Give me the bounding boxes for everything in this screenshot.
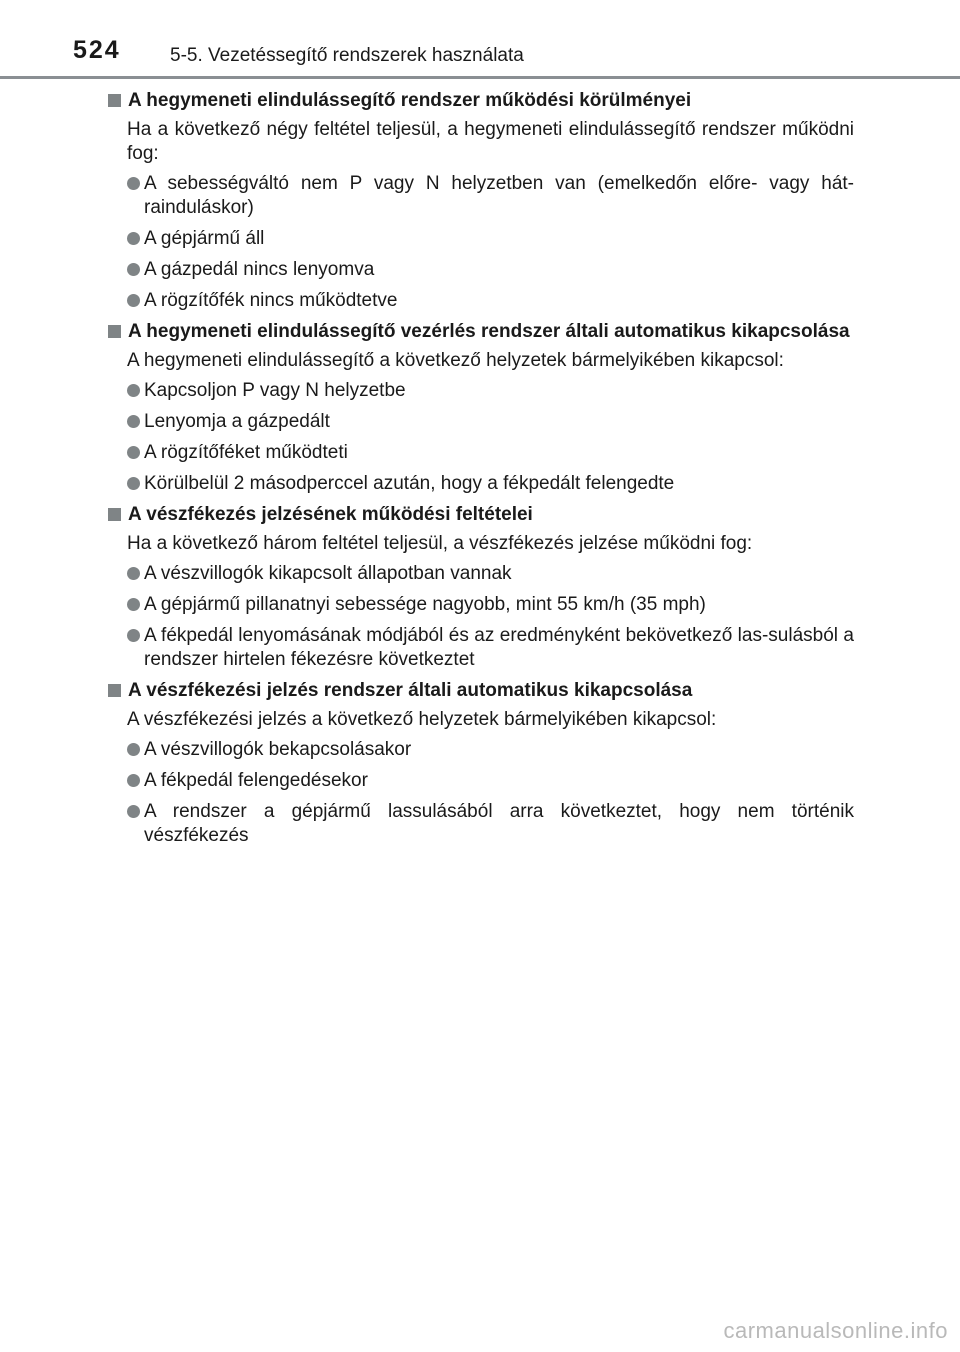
list-item: A fékpedál felengedésekor: [127, 769, 854, 793]
round-bullet-icon: [127, 743, 140, 756]
round-bullet-icon: [127, 774, 140, 787]
watermark: carmanualsonline.info: [723, 1318, 948, 1343]
list-item: A rögzítőféket működteti: [127, 441, 854, 465]
list-item: A sebességváltó nem P vagy N helyzetben van (emelkedőn előre- vagy hát-rainduláskor): [127, 172, 854, 220]
round-bullet-icon: [127, 232, 140, 245]
round-bullet-icon: [127, 177, 140, 190]
round-bullet-icon: [127, 446, 140, 459]
list-item: A rögzítőfék nincs működtetve: [127, 289, 854, 313]
list-item: Körülbelül 2 másodperccel azután, hogy a fékpedált felengedte: [127, 472, 854, 496]
list-item: Lenyomja a gázpedált: [127, 410, 854, 434]
list-item: A gázpedál nincs lenyomva: [127, 258, 854, 282]
section-intro: A vészfékezési jelzés a következő helyzetek bármelyikében kikapcsol:: [127, 709, 717, 730]
section-hill-start-conditions: [108, 89, 854, 313]
section-heading: A hegymeneti elindulássegítő rendszer működési körülményei: [108, 89, 854, 113]
page-header: [0, 0, 960, 80]
round-bullet-icon: [127, 415, 140, 428]
page-number: 524: [73, 36, 121, 64]
square-bullet-icon: [108, 94, 121, 107]
bullet-list: [108, 738, 854, 848]
section-emergency-signal-auto-off: [108, 679, 854, 848]
square-bullet-icon: [108, 508, 121, 521]
section-heading: A hegymeneti elindulássegítő vezérlés rendszer általi automatikus kikapcsolása: [108, 320, 854, 344]
list-item: A gépjármű áll: [127, 227, 854, 251]
page-content: [108, 89, 854, 855]
list-item: A vészvillogók kikapcsolt állapotban vannak: [127, 562, 854, 586]
list-item: A rendszer a gépjármű lassulásából arra következtet, hogy nem történik vészfékezés: [127, 800, 854, 848]
list-item: A vészvillogók bekapcsolásakor: [127, 738, 854, 762]
list-item: Kapcsoljon P vagy N helyzetbe: [127, 379, 854, 403]
section-emergency-signal-conditions: [108, 503, 854, 672]
square-bullet-icon: [108, 684, 121, 697]
round-bullet-icon: [127, 567, 140, 580]
section-heading: A vészfékezési jelzés rendszer általi automatikus kikapcsolása: [108, 679, 854, 703]
round-bullet-icon: [127, 598, 140, 611]
round-bullet-icon: [127, 294, 140, 307]
round-bullet-icon: [127, 384, 140, 397]
round-bullet-icon: [127, 263, 140, 276]
section-intro: Ha a következő három feltétel teljesül, a vészfékezés jelzése működni fog:: [127, 533, 753, 554]
section-heading: A vészfékezés jelzésének működési feltételei: [108, 503, 854, 527]
running-title: 5-5. Vezetéssegítő rendszerek használata: [170, 45, 524, 66]
bullet-list: [108, 562, 854, 672]
list-item: A gépjármű pillanatnyi sebessége nagyobb, mint 55 km/h (35 mph): [127, 593, 854, 617]
bullet-list: [108, 172, 854, 313]
round-bullet-icon: [127, 477, 140, 490]
square-bullet-icon: [108, 325, 121, 338]
round-bullet-icon: [127, 805, 140, 818]
section-hill-start-auto-off: [108, 320, 854, 496]
list-item: A fékpedál lenyomásának módjából és az eredményként bekövetkező las-sulásból a rendszer hirtelen fékezésre következtet: [127, 624, 854, 672]
bullet-list: [108, 379, 854, 496]
section-intro: A hegymeneti elindulássegítő a következő helyzetek bármelyikében kikapcsol:: [127, 350, 784, 371]
section-intro: Ha a következő négy feltétel teljesül, a hegymeneti elindulássegítő rendszer működni fog:: [127, 119, 854, 164]
header-rule: [0, 76, 960, 79]
round-bullet-icon: [127, 629, 140, 642]
